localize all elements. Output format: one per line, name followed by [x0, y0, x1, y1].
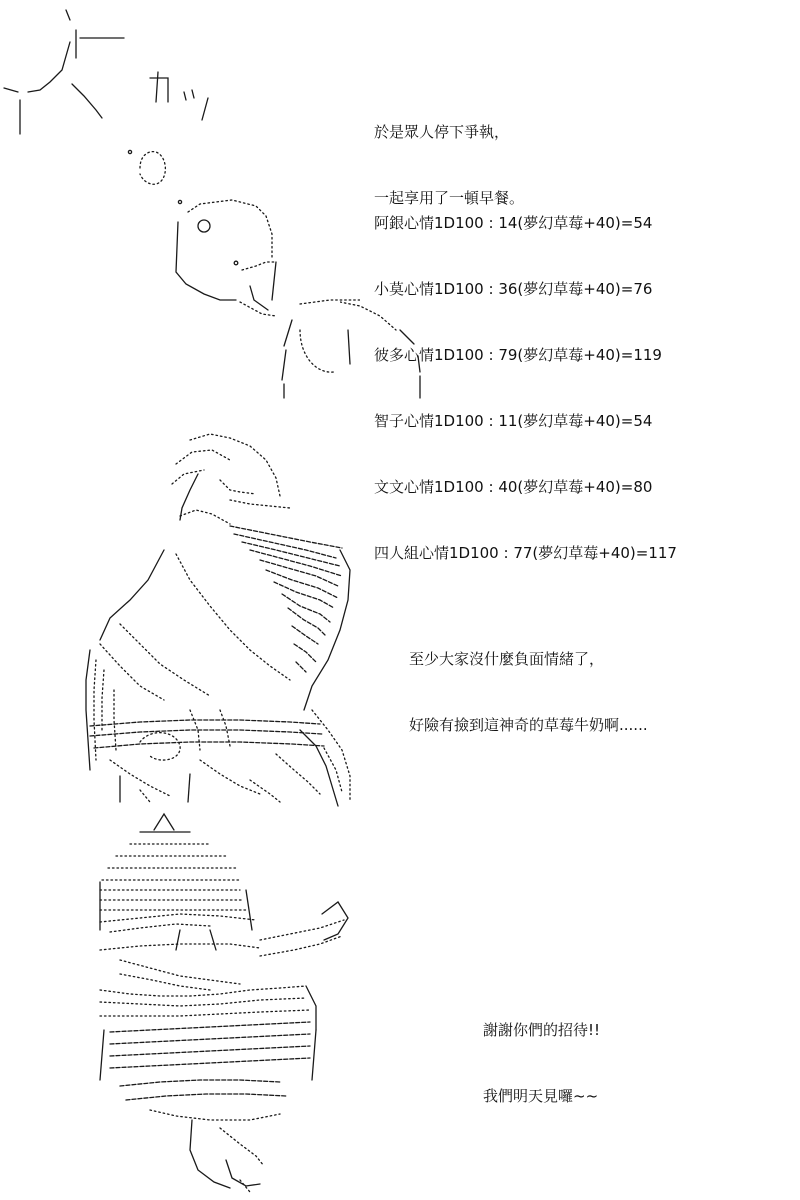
mood-roll-line: 彼多心情1D100 : 79(夢幻草莓+40)=119	[374, 346, 662, 364]
narration-line: 至少大家沒什麼負面情緒了，	[409, 650, 605, 668]
panel-relief	[0, 410, 800, 810]
ascii-art-character-waving	[80, 810, 370, 1200]
mood-roll-line: 智子心情1D100 : 11(夢幻草莓+40)=54	[374, 412, 653, 430]
narration-text	[409, 604, 648, 780]
ascii-art-impact-scene	[0, 0, 360, 410]
sfx-text	[140, 71, 172, 90]
mood-roll-line: 四人組心情1D100 : 77(夢幻草莓+40)=117	[374, 544, 677, 562]
mood-roll-line: 文文心情1D100 : 40(夢幻草莓+40)=80	[374, 478, 653, 496]
narration-line: 好險有撿到這神奇的草莓牛奶啊......	[409, 716, 648, 734]
mood-roll-line: 阿銀心情1D100 : 14(夢幻草莓+40)=54	[374, 214, 653, 232]
panel-farewell	[0, 810, 800, 1200]
mood-roll-line: 小莫心情1D100 : 36(夢幻草莓+40)=76	[374, 280, 653, 298]
narration-line: 一起享用了一頓早餐。	[374, 189, 525, 207]
narration-line: 謝謝你們的招待!!	[483, 1021, 601, 1039]
narration-line: 我們明天見囉~~	[483, 1087, 599, 1105]
narration-line: 於是眾人停下爭執，	[374, 123, 510, 141]
narration-text	[483, 975, 600, 1151]
panel-breakfast-rolls	[0, 0, 800, 562]
ascii-art-character-drinking	[80, 430, 370, 810]
